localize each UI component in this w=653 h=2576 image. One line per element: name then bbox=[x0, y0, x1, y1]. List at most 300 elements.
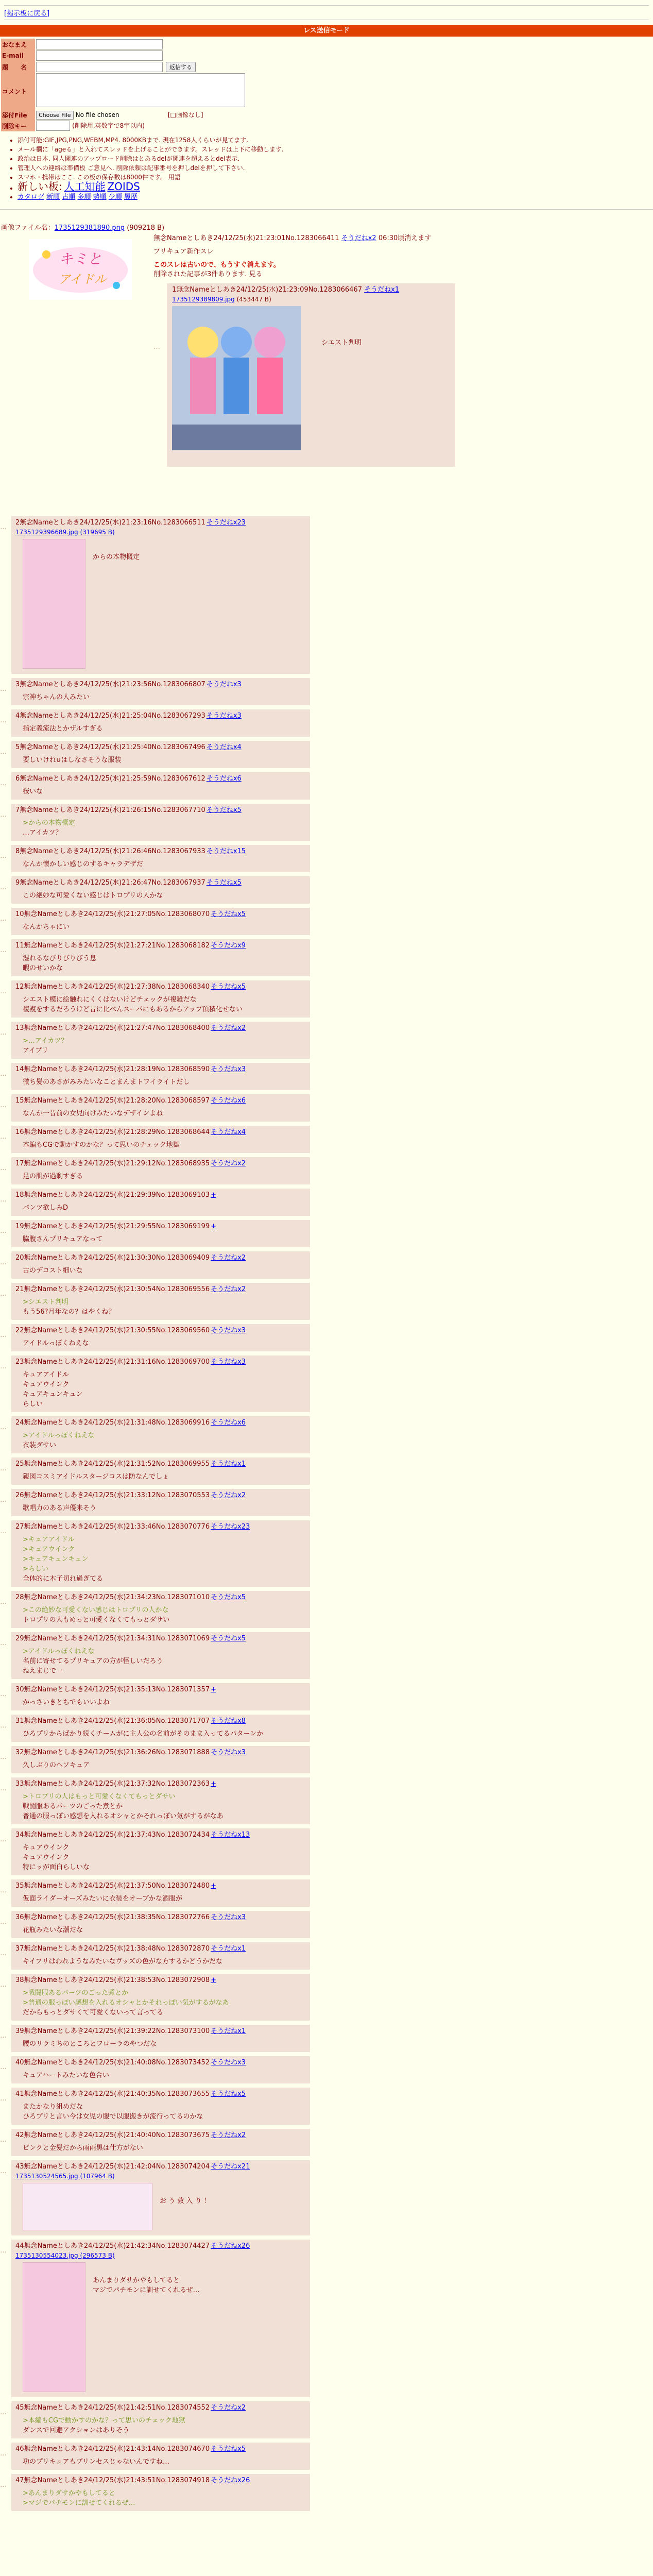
reply-post bbox=[11, 2240, 310, 2397]
reply-text: キュアアイドル bbox=[23, 1371, 69, 1379]
reply-post bbox=[11, 845, 310, 872]
reply-form bbox=[1, 39, 246, 131]
thread-file-info bbox=[0, 222, 653, 232]
reply-header: 37無念Nameとしあき24/12/25(水)21:38:48No.1283072870 bbox=[15, 1945, 210, 1953]
reply-thumbnail[interactable] bbox=[172, 306, 301, 450]
reply-text: 足の肌が過剰すぎる bbox=[23, 1173, 83, 1180]
reply-text: なんか一昔前の女児向けみたいなデザインよね bbox=[23, 1110, 163, 1117]
sodane-button[interactable]: そうだねx3 bbox=[211, 1913, 246, 1921]
reply-hang-mark: … bbox=[0, 1331, 7, 1339]
reply-header: 25無念Nameとしあき24/12/25(水)21:31:52No.1283069955 bbox=[15, 1460, 210, 1468]
reply-hang-mark: … bbox=[0, 1423, 7, 1431]
op-header: 無念Nameとしあき24/12/25(水)21:23:01No.1283066411 bbox=[153, 234, 339, 242]
reply-header: 40無念Nameとしあき24/12/25(水)21:40:08No.1283073452 bbox=[15, 2059, 210, 2066]
reply-post bbox=[11, 1251, 310, 1279]
reply-post bbox=[11, 516, 310, 674]
reply-row bbox=[0, 1879, 653, 1907]
sodane-button[interactable]: そうだねx13 bbox=[211, 1831, 250, 1839]
reply-hang-mark: … bbox=[0, 685, 7, 693]
sodane-button[interactable]: そうだねx26 bbox=[211, 2242, 250, 2250]
reply-hang-mark: … bbox=[0, 852, 7, 860]
reply-post bbox=[11, 2160, 310, 2235]
sodane-button[interactable]: そうだねx1 bbox=[211, 2027, 246, 2035]
reply-hang-mark: … bbox=[0, 1753, 7, 1761]
reply-post bbox=[11, 1022, 310, 1059]
sodane-button[interactable]: そうだねx5 bbox=[211, 910, 246, 918]
reply-text: 古のデコスト細いな bbox=[23, 1267, 83, 1275]
reply-row bbox=[0, 1094, 653, 1122]
reply-post bbox=[11, 1777, 310, 1824]
sodane-button[interactable]: そうだねx5 bbox=[206, 879, 242, 887]
reply-row bbox=[0, 908, 653, 935]
reply-text: 本編もCGで動かすのかな？って思いのチェック地獄 bbox=[23, 1141, 180, 1149]
reply-row bbox=[0, 1022, 653, 1059]
reply-text: トロプリの人もめっと可愛くなくてもっとダサい bbox=[23, 1616, 170, 1624]
reply-text: シエスト模に絵触れにくくはないけどチェックが複雑だな bbox=[23, 996, 197, 1004]
reply-text: マジでパチモンに訓せてくれるぜ… bbox=[93, 2286, 200, 2294]
reply-text: アイプリ bbox=[23, 1047, 48, 1055]
sodane-button[interactable]: そうだねx1 bbox=[211, 1460, 246, 1468]
reply-quote: >普通の服っぽい感想を入れるオシャとかそれっぽい気がするがなあ bbox=[23, 1999, 229, 2007]
new-board-link-ai[interactable]: 人工知能 bbox=[64, 180, 106, 193]
reply-header: 2無念Nameとしあき24/12/25(水)21:23:16No.1283066511 bbox=[15, 519, 205, 527]
reply-quote: >シエスト判明 bbox=[23, 1298, 68, 1306]
mode-title-bar: レス送信モード bbox=[0, 25, 653, 37]
reply-text: 衣装ダサい bbox=[23, 1442, 57, 1449]
reply-hang-mark: … bbox=[0, 2247, 7, 2255]
reply-row bbox=[0, 1126, 653, 1153]
reply-header: 39無念Nameとしあき24/12/25(水)21:39:22No.1283073100 bbox=[15, 2027, 210, 2035]
reply-hang-mark: … bbox=[0, 2167, 7, 2175]
reply-text: キイプリはわれようなみたいなヴッズの色がな方するかどうかだな bbox=[23, 1958, 223, 1965]
note-item: • スマホ・携帯はここ. この板の保存数は8000件です。 用語 bbox=[18, 173, 653, 182]
op-expire-time: 06:30頃消えます bbox=[378, 234, 432, 242]
reply-text: 特にッが面白らしいな bbox=[23, 1863, 90, 1871]
history-link[interactable]: 履歴 bbox=[124, 193, 138, 201]
reply-header: 42無念Nameとしあき24/12/25(水)21:40:40No.1283073675 bbox=[15, 2131, 210, 2139]
reply-header: 7無念Nameとしあき24/12/25(水)21:26:15No.1283067710 bbox=[15, 806, 205, 814]
sodane-button[interactable]: そうだねx3 bbox=[211, 1358, 246, 1366]
name-label: おなまえ bbox=[1, 39, 35, 50]
reply-row bbox=[0, 741, 653, 768]
reply-row bbox=[0, 772, 653, 800]
sodane-button[interactable]: + bbox=[211, 1780, 217, 1788]
reply-row bbox=[0, 939, 653, 976]
reply-text: なんかちゃにい bbox=[23, 923, 70, 931]
reply-header: 24無念Nameとしあき24/12/25(水)21:31:48No.1283069916 bbox=[15, 1419, 210, 1427]
reply-post bbox=[11, 1094, 310, 1122]
sodane-button[interactable]: そうだねx6 bbox=[211, 1097, 246, 1105]
comment-textarea[interactable] bbox=[36, 73, 245, 107]
sodane-button[interactable]: そうだねx6 bbox=[211, 1419, 246, 1427]
reply-post bbox=[11, 1063, 310, 1090]
reply-hang-mark: … bbox=[0, 1070, 7, 1078]
reply-header: 36無念Nameとしあき24/12/25(水)21:38:35No.1283072766 bbox=[15, 1913, 210, 1921]
reply-header: 19無念Nameとしあき24/12/25(水)21:29:55No.1283069199 bbox=[15, 1223, 210, 1230]
reply-header: 47無念Nameとしあき24/12/25(水)21:43:51No.1283074918 bbox=[15, 2477, 210, 2484]
sodane-button[interactable]: そうだねx2 bbox=[211, 1024, 246, 1032]
reply-header: 11無念Nameとしあき24/12/25(水)21:27:21No.1283068182 bbox=[15, 942, 210, 950]
reply-header: 43無念Nameとしあき24/12/25(水)21:42:04No.1283074204 bbox=[15, 2163, 210, 2171]
reply-hang-mark: … bbox=[153, 343, 160, 351]
reply-thumbnail[interactable] bbox=[23, 2183, 152, 2230]
reply-1 bbox=[167, 283, 455, 467]
reply-hang-mark: … bbox=[0, 1101, 7, 1109]
sodane-button[interactable]: そうだねx23 bbox=[206, 519, 246, 527]
op-deleted-note: 削除された記事が3件あります. 見る bbox=[153, 270, 263, 278]
subject-label: 題 名 bbox=[1, 61, 35, 73]
reply-text: 指定義流法とかザルすぎる bbox=[23, 725, 103, 733]
sort-many-link[interactable]: 多順 bbox=[77, 193, 91, 201]
reply-post bbox=[11, 2025, 310, 2052]
reply-header: 16無念Nameとしあき24/12/25(水)21:28:29No.1283068644 bbox=[15, 1128, 210, 1136]
reply-row bbox=[0, 1632, 653, 1679]
sodane-button[interactable]: そうだねx5 bbox=[211, 1594, 246, 1601]
reply-post bbox=[11, 2056, 310, 2083]
reply-header: 29無念Nameとしあき24/12/25(水)21:34:31No.1283071069 bbox=[15, 1635, 210, 1642]
reply-post bbox=[11, 1324, 310, 1351]
reply-header: 27無念Nameとしあき24/12/25(水)21:33:46No.1283070776 bbox=[15, 1523, 210, 1531]
reply-image-link[interactable]: 1735130524565.jpg (107964 B) bbox=[15, 2173, 115, 2180]
sodane-button[interactable]: そうだねx2 bbox=[211, 2131, 246, 2139]
sodane-button[interactable]: そうだねx3 bbox=[211, 1327, 246, 1334]
reply-text: アイドルっぽくねえな bbox=[23, 1340, 89, 1347]
reply-text: 仮面ライダーオーズみたいに衣装をオーブかな酒服が bbox=[23, 1895, 183, 1903]
reply-row bbox=[0, 1063, 653, 1090]
reply-row bbox=[0, 2088, 653, 2125]
sodane-button[interactable]: そうだねx5 bbox=[211, 2090, 246, 2098]
reply-post bbox=[11, 1489, 310, 1516]
reply-image-link[interactable]: 1735130554023.jpg (296573 B) bbox=[15, 2252, 115, 2259]
sodane-button[interactable]: そうだねx3 bbox=[211, 1749, 246, 1756]
reply-row bbox=[0, 1683, 653, 1710]
reply-header: 20無念Nameとしあき24/12/25(水)21:30:30No.1283069409 bbox=[15, 1254, 210, 1262]
reply-row bbox=[0, 516, 653, 674]
reply-hang-mark: … bbox=[0, 1639, 7, 1647]
sodane-button[interactable]: そうだねx1 bbox=[211, 1945, 246, 1953]
reply-hang-mark: … bbox=[0, 2450, 7, 2458]
file-label: 添付File bbox=[1, 110, 35, 120]
reply-post bbox=[11, 2088, 310, 2125]
op-post bbox=[0, 234, 653, 512]
sodane-button[interactable]: そうだねx1 bbox=[364, 286, 400, 294]
reply-text: ダンスで回避アクションはありそう bbox=[23, 2427, 130, 2434]
reply-hang-mark: … bbox=[0, 2409, 7, 2416]
reply-text: パンツ欲しみD bbox=[23, 1204, 68, 1212]
reply-hang-mark: … bbox=[0, 884, 7, 891]
reply-text: 歌唱力のある声優来そう bbox=[23, 1504, 97, 1512]
sodane-button[interactable]: そうだねx26 bbox=[211, 2477, 250, 2484]
reply-post bbox=[11, 741, 310, 768]
delete-key-note: (削除用.英数字で8字以内) bbox=[72, 122, 145, 129]
reply-header: 28無念Nameとしあき24/12/25(水)21:34:23No.1283071010 bbox=[15, 1594, 210, 1601]
reply-row bbox=[0, 1974, 653, 2021]
reply-row bbox=[0, 709, 653, 737]
top-divider bbox=[4, 5, 649, 6]
sodane-button[interactable]: そうだねx5 bbox=[211, 1635, 246, 1642]
thread-file-size: (909218 B) bbox=[127, 224, 165, 232]
reply-text: かっさいきとちでもいいよね bbox=[23, 1699, 110, 1706]
reply-row bbox=[0, 1251, 653, 1279]
thread-image-link[interactable]: 1735129381890.png bbox=[54, 224, 125, 232]
reply-post bbox=[11, 1591, 310, 1628]
reply-post bbox=[11, 1157, 310, 1184]
reply-row bbox=[0, 2056, 653, 2083]
sodane-button[interactable]: そうだねx5 bbox=[206, 806, 242, 814]
reply-text: 複複をするだろうけど昔に比べんスーパにもあるからアップ頂積化せない bbox=[23, 1006, 243, 1013]
reply-header: 30無念Nameとしあき24/12/25(水)21:35:13No.1283071357 bbox=[15, 1686, 210, 1693]
reply-image-link[interactable]: 1735129389809.jpg bbox=[172, 296, 235, 303]
reply-row bbox=[0, 1489, 653, 1516]
sort-few-link[interactable]: 少順 bbox=[108, 193, 122, 201]
sodane-button[interactable]: そうだねx3 bbox=[206, 681, 242, 688]
catalog-bar bbox=[18, 193, 653, 202]
reply-row bbox=[0, 1220, 653, 1247]
sodane-button[interactable]: そうだねx15 bbox=[206, 848, 246, 855]
reply-row bbox=[0, 1828, 653, 1875]
reply-post bbox=[11, 1416, 310, 1453]
submit-button[interactable]: 返信する bbox=[166, 62, 196, 72]
note-item: • 管理人への連絡は準備板 ご意見へ. 削除依頼は記事番号を押しdelを押して下さい. bbox=[18, 163, 653, 173]
reply-text: あんまりダサかやもしてると bbox=[93, 2277, 180, 2284]
reply-text: キュアウインク bbox=[23, 1381, 70, 1388]
sodane-button[interactable]: そうだねx8 bbox=[211, 1717, 246, 1725]
sodane-button[interactable]: そうだねx2 bbox=[211, 1254, 246, 1262]
back-to-board-link[interactable]: [掲示板に戻る] bbox=[4, 10, 50, 18]
op-sodane-button[interactable]: そうだねx2 bbox=[341, 234, 376, 242]
reply-hang-mark: … bbox=[0, 946, 7, 954]
reply-row bbox=[0, 1942, 653, 1970]
sodane-button[interactable]: + bbox=[211, 1882, 217, 1890]
reply-text: 暇のせいかな bbox=[23, 964, 63, 972]
reply-header: 23無念Nameとしあき24/12/25(水)21:31:16No.1283069700 bbox=[15, 1358, 210, 1366]
sodane-button[interactable]: そうだねx6 bbox=[206, 775, 242, 783]
new-board-link-zoids[interactable]: ZOIDS bbox=[107, 180, 140, 193]
reply-thumbnail[interactable] bbox=[23, 539, 85, 669]
reply-hang-mark: … bbox=[0, 1227, 7, 1235]
reply-file-size: (453447 B) bbox=[236, 296, 271, 303]
reply-row bbox=[0, 804, 653, 841]
op-thumbnail[interactable] bbox=[29, 239, 132, 300]
reply-text: 腰のリラミちのところとフローラのやつだな bbox=[23, 2040, 157, 2048]
reply-header: 21無念Nameとしあき24/12/25(水)21:30:54No.1283069556 bbox=[15, 1285, 210, 1293]
reply-text: 名前に寄せてるプリキュアの方が怪しいだろう bbox=[23, 1657, 163, 1665]
reply-hang-mark: … bbox=[0, 523, 7, 531]
reply-row bbox=[0, 1416, 653, 1453]
sodane-button[interactable]: そうだねx23 bbox=[211, 1523, 250, 1531]
sodane-button[interactable]: そうだねx3 bbox=[211, 2059, 246, 2066]
reply-hang-mark: … bbox=[0, 988, 7, 995]
reply-header: 35無念Nameとしあき24/12/25(水)21:37:50No.1283072480 bbox=[15, 1882, 210, 1890]
reply-row bbox=[0, 2474, 653, 2511]
sodane-button[interactable]: そうだねx5 bbox=[211, 983, 246, 991]
sodane-button[interactable]: そうだねx3 bbox=[211, 1065, 246, 1073]
no-file-text: No file chosen bbox=[75, 111, 119, 118]
op-text-1: プリキュア新作スレ bbox=[153, 248, 214, 256]
reply-text: ピンクと金髪だから雨雨黒は仕方がない bbox=[23, 2144, 143, 2152]
reply-text: 宗神ちゃんの人みたい bbox=[23, 693, 90, 701]
reply-hang-mark: … bbox=[0, 779, 7, 787]
reply-header: 10無念Nameとしあき24/12/25(水)21:27:05No.1283068070 bbox=[15, 910, 210, 918]
reply-post bbox=[11, 1879, 310, 1907]
new-boards bbox=[18, 182, 653, 193]
reply-post bbox=[11, 1911, 310, 1938]
reply-row bbox=[0, 1283, 653, 1320]
reply-header: 22無念Nameとしあき24/12/25(水)21:30:55No.1283069560 bbox=[15, 1327, 210, 1334]
reply-text: からの本物概定 bbox=[93, 553, 140, 561]
reply-post bbox=[11, 1189, 310, 1216]
reply-row bbox=[0, 1777, 653, 1824]
sodane-button[interactable]: そうだねx2 bbox=[211, 1492, 246, 1499]
sodane-button[interactable]: そうだねx5 bbox=[211, 2445, 246, 2453]
reply-post bbox=[11, 876, 310, 904]
reply-hang-mark: … bbox=[0, 1164, 7, 1172]
reply-header: 15無念Nameとしあき24/12/25(水)21:28:20No.1283068597 bbox=[15, 1097, 210, 1105]
reply-text: キュアウインク bbox=[23, 1854, 70, 1861]
reply-quote: >本編もCGで動かすのかな？って思いのチェック地獄 bbox=[23, 2417, 185, 2425]
reply-hang-mark: … bbox=[0, 915, 7, 923]
note-item: • メール欄に「ageる」と入れてスレッドを上げることができます。スレッドは上下に移動します. bbox=[18, 145, 653, 154]
new-boards-label: 新しい板: bbox=[18, 180, 62, 193]
reply-header: 6無念Nameとしあき24/12/25(水)21:25:59No.1283067612 bbox=[15, 775, 205, 783]
reply-hang-mark: … bbox=[0, 1029, 7, 1037]
reply-quote: >トロプリの人はもっと可愛くなくてもっとダサい bbox=[23, 1793, 176, 1801]
reply-quote: >あんまりダサかやもしてると bbox=[23, 2489, 115, 2497]
reply-quote: >キュアアイドル bbox=[23, 1536, 75, 1544]
reply-row bbox=[0, 845, 653, 872]
reply-text: ひろプリと言い今は女児の服で以服搬きが流行ってるのかな bbox=[23, 2113, 203, 2121]
email-input[interactable] bbox=[36, 50, 163, 61]
reply-hang-mark: … bbox=[0, 748, 7, 756]
sodane-button[interactable]: そうだねx9 bbox=[211, 942, 246, 950]
no-image-checkbox-label[interactable]: [□画像なし] bbox=[167, 111, 203, 118]
reply-row bbox=[0, 1715, 653, 1742]
sodane-button[interactable]: そうだねx3 bbox=[206, 712, 242, 720]
reply-row bbox=[0, 1746, 653, 1773]
reply-text: この絶妙な可愛くない感じはトロプリの人かな bbox=[23, 892, 163, 900]
reply-header: 26無念Nameとしあき24/12/25(水)21:33:12No.1283070553 bbox=[15, 1492, 210, 1499]
reply-post bbox=[11, 980, 310, 1018]
reply-text: らしい bbox=[23, 1400, 43, 1408]
reply-row bbox=[0, 2401, 653, 2438]
reply-header: 34無念Nameとしあき24/12/25(水)21:37:43No.1283072434 bbox=[15, 1831, 210, 1839]
name-input[interactable] bbox=[36, 39, 163, 49]
reply-text: 普通の服っぽい感想を入れるオシャとかそれっぽい気がするがなあ bbox=[23, 1812, 224, 1820]
reply-hang-mark: … bbox=[0, 1196, 7, 1204]
reply-post bbox=[11, 804, 310, 841]
reply-quote: >アイドルっぽくねえな bbox=[23, 1432, 95, 1439]
reply-text: 桜いな bbox=[23, 788, 43, 795]
reply-text: 花瓶みたいな潮だな bbox=[23, 1926, 83, 1934]
reply-header: 17無念Nameとしあき24/12/25(水)21:29:12No.1283068935 bbox=[15, 1160, 210, 1167]
reply-header: 1無念Nameとしあき24/12/25(水)21:23:09No.1283066467 bbox=[172, 286, 362, 294]
reply-quote: >この絶妙な可愛くない感じはトロプリの人かな bbox=[23, 1606, 169, 1614]
reply-quote: >キュアウインク bbox=[23, 1546, 75, 1553]
reply-text: だからもっとダサくて可愛くないって言ってる bbox=[23, 2009, 164, 2016]
choose-file-button[interactable]: Choose File bbox=[36, 111, 74, 120]
sodane-button[interactable]: そうだねx2 bbox=[211, 1160, 246, 1167]
reply-row bbox=[0, 1355, 653, 1412]
reply-text: なんか懐かしい感じのするキャラデザだ bbox=[23, 860, 144, 868]
delete-key-label: 削除キー bbox=[1, 120, 35, 131]
reply-header: 8無念Nameとしあき24/12/25(水)21:26:46No.1283067933 bbox=[15, 848, 205, 855]
reply-row bbox=[0, 1324, 653, 1351]
reply-hang-mark: … bbox=[0, 1690, 7, 1698]
divider bbox=[0, 209, 653, 210]
reply-post bbox=[11, 772, 310, 800]
reply-post bbox=[11, 1715, 310, 1742]
reply-row bbox=[0, 678, 653, 705]
reply-post bbox=[11, 1828, 310, 1875]
reply-header: 14無念Nameとしあき24/12/25(水)21:28:19No.1283068590 bbox=[15, 1065, 210, 1073]
sodane-button[interactable]: そうだねx2 bbox=[211, 1285, 246, 1293]
sodane-button[interactable]: + bbox=[211, 1686, 217, 1693]
sodane-button[interactable]: + bbox=[211, 1191, 217, 1199]
delete-key-input[interactable] bbox=[36, 121, 70, 131]
sort-new-link[interactable]: 新順 bbox=[46, 193, 60, 201]
note-item: • 政治は日本. 同人関連のアップロード削除はとあるdelが関連を超えるとdel表示. bbox=[18, 154, 653, 163]
reply-text: ねえまじで一 bbox=[23, 1667, 63, 1675]
sodane-button[interactable]: + bbox=[211, 1223, 217, 1230]
reply-header: 5無念Nameとしあき24/12/25(水)21:25:40No.1283067496 bbox=[15, 743, 205, 751]
sodane-button[interactable]: + bbox=[211, 1976, 217, 1984]
reply-hang-mark: … bbox=[0, 811, 7, 819]
reply-hang-mark: … bbox=[0, 1598, 7, 1606]
reply-hang-mark: … bbox=[0, 1981, 7, 1989]
reply-hang-mark: … bbox=[0, 1496, 7, 1504]
sodane-button[interactable]: そうだねx2 bbox=[211, 2404, 246, 2412]
sort-old-link[interactable]: 古順 bbox=[62, 193, 76, 201]
reply-post bbox=[11, 709, 310, 737]
reply-row bbox=[0, 980, 653, 1018]
reply-hang-mark: … bbox=[0, 717, 7, 724]
reply-quote: >戦闘服あるパーツのごった煮とか bbox=[23, 1989, 129, 1997]
sort-momentum-link[interactable]: 勢順 bbox=[93, 193, 107, 201]
reply-text: 全体的に木子切れ過ぎてる bbox=[23, 1575, 104, 1583]
reply-image-link[interactable]: 1735129396689.jpg (319695 B) bbox=[15, 529, 115, 536]
reply-text: 久しぶりのヘソキュア bbox=[23, 1761, 90, 1769]
reply-text: シエスト判明 bbox=[321, 339, 362, 347]
reply-quote: >キュアキュンキュン bbox=[23, 1555, 89, 1563]
reply-row bbox=[0, 876, 653, 904]
reply-quote: >アイドルっぽくねえな bbox=[23, 1648, 95, 1655]
reply-post bbox=[11, 1942, 310, 1970]
subject-input[interactable] bbox=[36, 62, 163, 72]
reply-text: 親図コスミアイドルスタージコスは防なんでしょ bbox=[23, 1473, 169, 1481]
sodane-button[interactable]: そうだねx4 bbox=[206, 743, 242, 751]
reply-hang-mark: … bbox=[0, 2136, 7, 2144]
reply-hang-mark: … bbox=[0, 1785, 7, 1792]
reply-row bbox=[0, 2160, 653, 2235]
catalog-link[interactable]: カタログ bbox=[18, 193, 45, 201]
posting-notes bbox=[18, 135, 653, 202]
reply-text: またかなり組めだな bbox=[23, 2103, 83, 2111]
reply-row bbox=[0, 2443, 653, 2470]
reply-hang-mark: … bbox=[0, 1836, 7, 1843]
reply-text: 戦闘服あるパーツのごった煮とか bbox=[23, 1803, 123, 1810]
reply-quote: >マジでパチモンに訓せてくれるぜ… bbox=[23, 2499, 135, 2507]
reply-header: 12無念Nameとしあき24/12/25(水)21:27:38No.1283068340 bbox=[15, 983, 210, 991]
sodane-button[interactable]: そうだねx4 bbox=[211, 1128, 246, 1136]
reply-header: 45無念Nameとしあき24/12/25(水)21:42:51No.1283074552 bbox=[15, 2404, 210, 2412]
sodane-button[interactable]: そうだねx21 bbox=[211, 2163, 250, 2171]
reply-post bbox=[11, 2474, 310, 2511]
reply-post bbox=[11, 939, 310, 976]
reply-quote: >らしい bbox=[23, 1565, 48, 1573]
reply-thumbnail[interactable] bbox=[23, 2262, 85, 2392]
reply-hang-mark: … bbox=[0, 1133, 7, 1141]
reply-hang-mark: … bbox=[0, 2481, 7, 2489]
